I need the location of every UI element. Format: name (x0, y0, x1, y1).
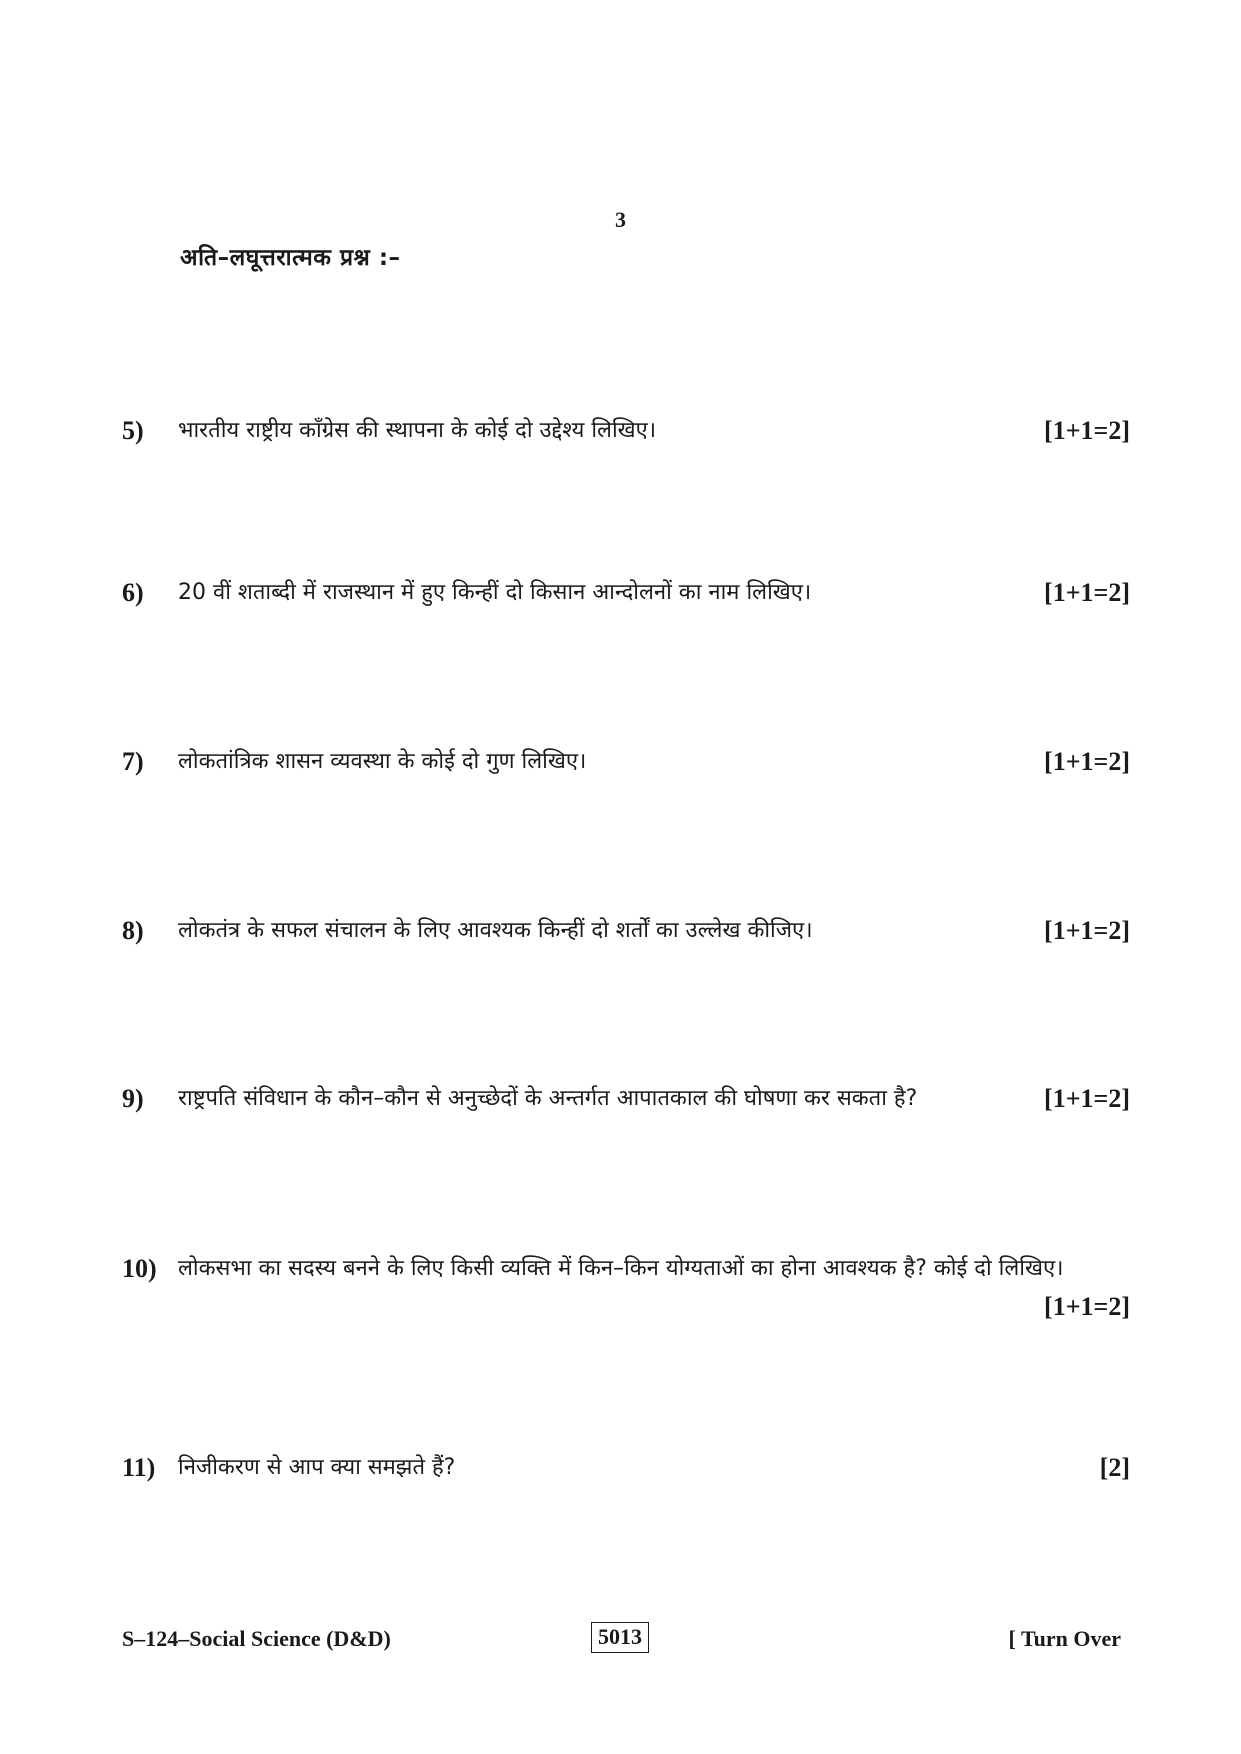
question-marks: [1+1=2] (1044, 916, 1130, 945)
question-marks: [1+1=2] (1044, 1292, 1130, 1321)
question-text: 20 वीं शताब्दी में राजस्थान में हुए किन्हीं दो किसान आन्दोलनों का नाम लिखिए। (178, 580, 812, 605)
footer-turn-over: [ Turn Over (1008, 1626, 1121, 1651)
question-number: 5) (122, 416, 144, 445)
question-number: 10) (122, 1254, 157, 1283)
question-text: लोकसभा का सदस्य बनने के लिए किसी व्यक्ति में किन–किन योग्यताओं का होना आवश्यक है? कोई दो लिखिए। (178, 1256, 1064, 1281)
question-text: राष्ट्रपति संविधान के कौन–कौन से अनुच्छेदों के अन्तर्गत आपातकाल की घोषणा कर सकता है? (178, 1086, 918, 1111)
section-heading: अति–लघूत्तरात्मक प्रश्न :– (180, 245, 401, 271)
question-text: भारतीय राष्ट्रीय कॉंग्रेस की स्थापना के कोई दो उद्देश्य लिखिए। (178, 418, 657, 443)
footer-paper-code: 5013 (591, 1622, 649, 1653)
page-number: 3 (615, 207, 626, 232)
question-marks: [1+1=2] (1044, 416, 1130, 445)
question-text: लोकतंत्र के सफल संचालन के लिए आवश्यक किन्हीं दो शर्तों का उल्लेख कीजिए। (178, 918, 813, 943)
question-text: निजीकरण से आप क्या समझते हैं? (178, 1455, 456, 1480)
question-number: 8) (122, 916, 144, 945)
question-marks: [1+1=2] (1044, 578, 1130, 607)
question-marks: [2] (1099, 1453, 1130, 1482)
question-text: लोकतांत्रिक शासन व्यवस्था के कोई दो गुण लिखिए। (178, 749, 587, 774)
question-marks: [1+1=2] (1044, 1084, 1130, 1113)
question-number: 9) (122, 1084, 144, 1113)
question-number: 6) (122, 578, 144, 607)
footer-subject: S–124–Social Science (D&D) (122, 1626, 391, 1651)
question-number: 11) (122, 1453, 156, 1482)
question-number: 7) (122, 747, 144, 776)
question-marks: [1+1=2] (1044, 747, 1130, 776)
